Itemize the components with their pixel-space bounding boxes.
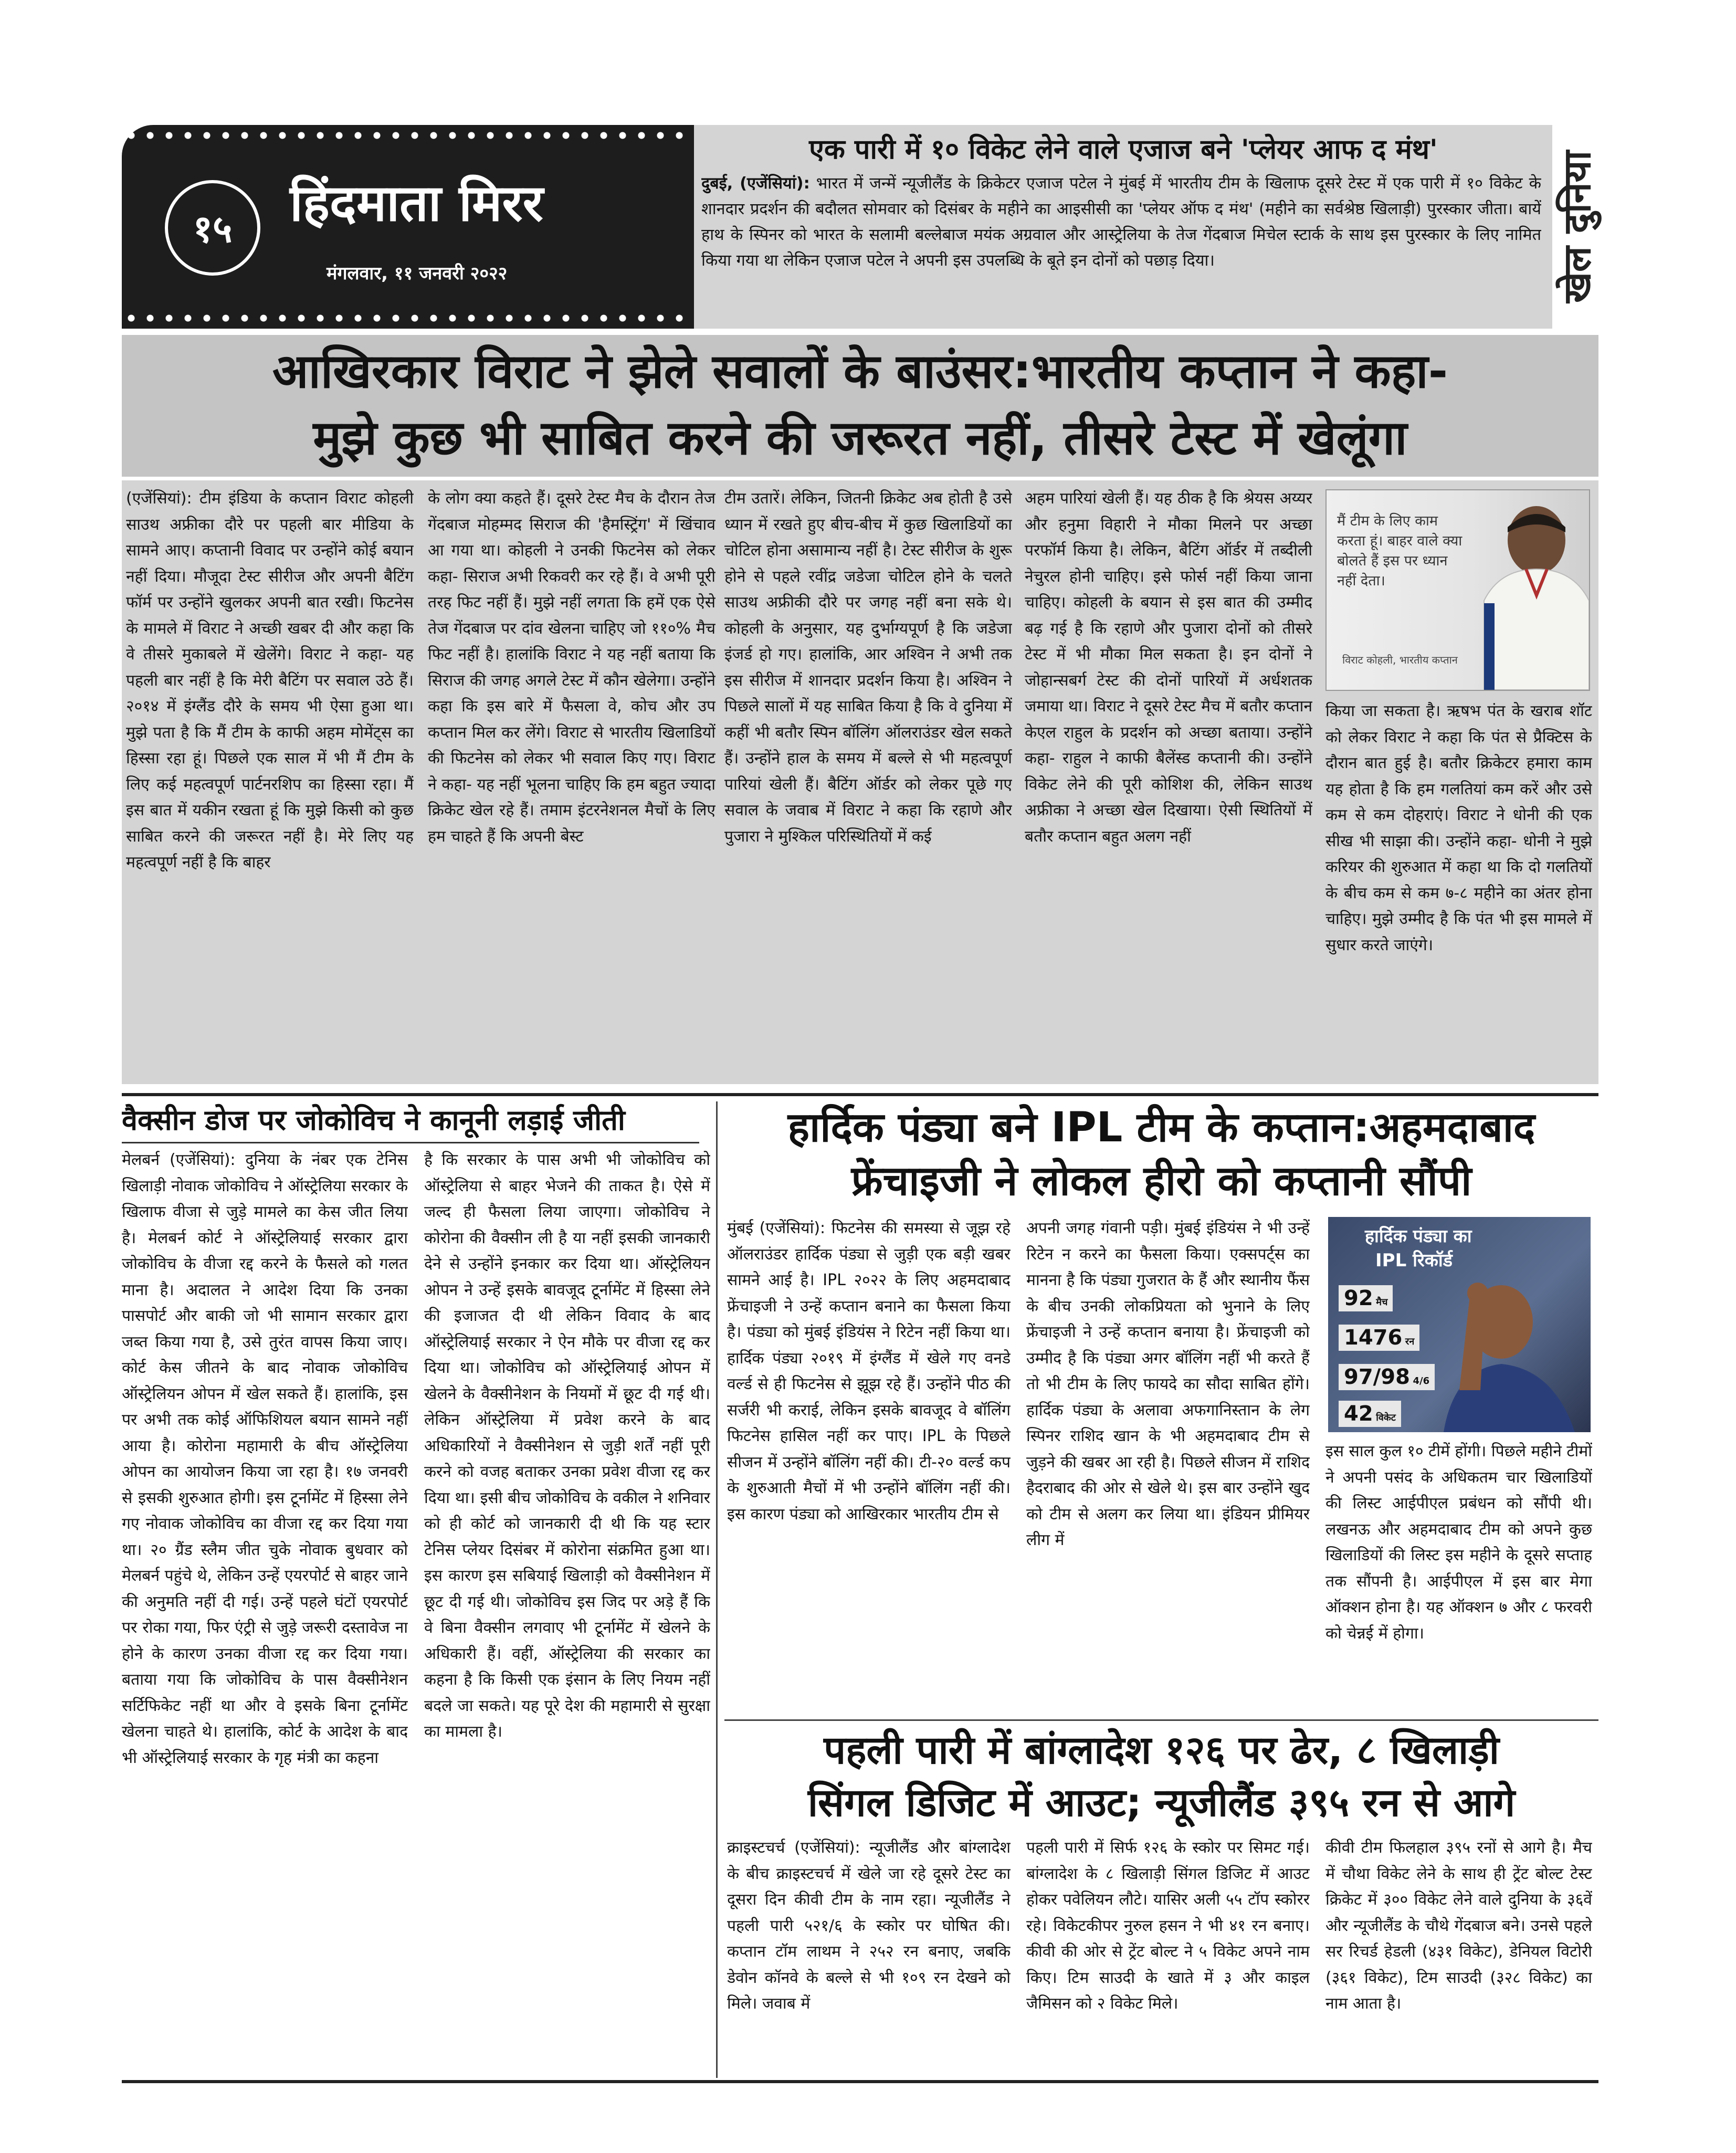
- hardik-col-3: इस साल कुल १० टीमें होंगी। पिछले महीने टीमों ने अपनी पसंद के अधिकतम चार खिलाडियों की लिस्ट आईपीएल प्रबंधन को सौंपी थी। लखनऊ और अहमदाबाद टीम को अपने कुछ खिलाडियों की लिस्ट इस महीने के दूसरे सप्ताह तक सौंपनी है। आईपीएल में इस बार मेगा ऑक्शन होना है। यह ऑक्शन ७ और ८ फरवरी को चेन्नई में होगा।: [1325, 1442, 1592, 1643]
- column-rule-vertical: [716, 1101, 718, 2078]
- hardik-headline-line1: हार्दिक पंड्या बने IPL टीम के कप्तान:अहमदाबाद: [787, 1104, 1535, 1151]
- top-story-body: भारत में जन्में न्यूजीलैंड के क्रिकेटर एजाज पटेल ने मुंबई में भारतीय टीम के खिलाफ दूसरे टेस्ट में एक पारी में १० विकेट के शानदार प्रदर्शन की बदौलत सोमवार को दिसंबर के महीने का आइसीसी का 'प्लेयर ऑफ द मंथ' (महीने का सर्वश्रेष्ठ खिलाड़ी) पुरस्कार जीता। बायें हाथ के स्पिनर को भारत के सलामी बल्लेबाज मयंक अग्रवाल और आस्ट्रेलिया के तेज गेंदबाज मिचेल स्टार्क के साथ इस पुरस्कार के लिए नामित किया गया था लेकिन एजाज पटेल ने अपनी इस उपलब्धि के बूते इन दोनों को पछाड़ दिया।: [701, 174, 1541, 270]
- hardik-graphic-title-1: हार्दिक पंड्या का: [1365, 1226, 1472, 1247]
- masthead-dot-border-top: [122, 131, 694, 140]
- stat-row: [1339, 1401, 1401, 1427]
- section-label: खेल दुनिया: [1555, 150, 1600, 303]
- page-number: १५: [193, 207, 233, 251]
- hardik-ipl-record-graphic: [1328, 1217, 1591, 1432]
- bangladesh-headline-line1: पहली पारी में बांग्लादेश १२६ पर ढेर, ८ खिलाड़ी: [824, 1728, 1499, 1773]
- section-label-box: [1554, 125, 1598, 329]
- paper-name: हिंदमाता मिरर: [290, 174, 543, 233]
- kohli-col-5: किया जा सकता है। ऋषभ पंत के खराब शॉट को लेकर विराट ने कहा कि पंत से प्रैक्टिस के दौरान बात हुई है। बतौर क्रिकेटर हमारा काम यह होता है कि हम गलतियां कम करें और उसे कम से कम दोहराएं। विराट ने धोनी की एक सीख भी साझा की। उन्होंने कहा- धोनी ने मुझे करियर की शुरुआत में कहा था कि दो गलतियों के बीच कम से कम ७-८ महीने का अंतर होना चाहिए। मुझे उम्मीद है कि पंत भी इस मामले में सुधार करते जाएंगे।: [1325, 702, 1592, 954]
- issue-date: मंगलवार, ११ जनवरी २०२२: [327, 263, 508, 284]
- top-story-byline: दुबई, (एजेंसियां):: [701, 174, 810, 193]
- stat-label: रन: [1405, 1336, 1415, 1347]
- section-divider-2: [724, 1719, 1598, 1721]
- masthead-dot-border-bottom: [122, 314, 694, 322]
- kohli-col-1: (एजेंसियां): टीम इंडिया के कप्तान विराट कोहली साउथ अफ्रीका दौरे पर पहली बार मीडिया के सामने आए। कप्तानी विवाद पर उन्होंने कोई बयान नहीं दिया। मौजूदा टेस्ट सीरीज और अपनी बैटिंग फॉर्म पर उन्होंने खुलकर अपनी बात रखी। फिटनेस के मामले में विराट ने अच्छी खबर दी और कहा कि वे तीसरे मुकाबले में खेलेंगे। विराट ने कहा- यह पहली बार नहीं है कि मेरी बैटिंग पर सवाल उठे हैं। २०१४ में इंग्लैंड दौरे के समय भी ऐसा हुआ था। मुझे पता है कि मैं टीम के काफी अहम मोमेंट्स का हिस्सा रहा हूं। पिछले एक साल में भी मैं टीम के लिए कई महत्वपूर्ण पार्टनरशिप का हिस्सा रहा। मैं इस बात में यकीन रखता हूं कि मुझे किसी को कुछ साबित करने की जरूरत नहीं है। मेरे लिए यह महत्वपूर्ण नहीं है कि बाहर: [126, 489, 414, 871]
- djokovic-col-2: है कि सरकार के पास अभी भी जोकोविच को ऑस्ट्रेलिया से बाहर भेजने की ताकत है। ऐसे में जल्द ही फैसला लिया जाएगा। जोकोविच ने कोरोना की वैक्सीन ली है या नहीं इसकी जानकारी देने से उन्होंने इनकार कर दिया था। ऑस्ट्रेलियन ओपन ने उन्हें इसके बावजूद टूर्नामेंट में हिस्सा लेने की इजाजत दी थी लेकिन विवाद के बाद ऑस्ट्रेलियाई सरकार ने ऐन मौके पर वीजा रद्द कर दिया था। जोकोविच को ऑस्ट्रेलियाई ओपन में खेलने के वैक्सीनेशन के नियमों में छूट दी गई थी। लेकिन ऑस्ट्रेलिया में प्रवेश करने के बाद अधिकारियों ने वैक्सीनेशन से जुड़ी शर्तें नहीं पूरी करने को वजह बताकर उनका प्रवेश वीजा रद्द कर दिया था। इसी बीच जोकोविच के वकील ने शनिवार को ही कोर्ट को जानकारी दी थी कि यह स्टार टेनिस प्लेयर दिसंबर में कोरोना संक्रमित हुआ था। इस कारण इस सबियाई खिलाड़ी को वैक्सीनेशन में छूट दी गई थी। जोकोविच इस जिद पर अड़े हैं कि वे बिना वैक्सीन लगवाए भी टूर्नामेंट में खेलने के अधिकारी हैं। वहीं, ऑस्ट्रेलिया की सरकार का कहना है कि किसी एक इंसान के लिए नियम नहीं बदले जा सकते। यह पूरे देश की महामारी से सुरक्षा का मामला है।: [424, 1151, 710, 1741]
- page-bottom-rule: [122, 2080, 1598, 2083]
- kohli-photo: [1325, 489, 1590, 691]
- page-number-circle: [165, 180, 260, 276]
- top-story-headline: एक पारी में १० विकेट लेने वाले एजाज बने 'प्लेयर आफ द मंथ': [809, 134, 1438, 165]
- top-story-body-wrap: [701, 171, 1541, 328]
- kohli-photo-credit: विराट कोहली, भारतीय कप्तान: [1342, 654, 1458, 666]
- djokovic-col-1: मेलबर्न (एजेंसियां): दुनिया के नंबर एक टेनिस खिलाड़ी नोवाक जोकोविच ने ऑस्ट्रेलिया सरकार के खिलाफ वीजा से जुड़े मामले का केस जीत लिया है। मेलबर्न कोर्ट ने ऑस्ट्रेलियाई सरकार द्वारा जोकोविच के वीजा रद्द करने के फैसले को गलत माना है। अदालत ने आदेश दिया कि उनका पासपोर्ट और बाकी जो भी सामान सरकार द्वारा जब्त किया गया है, उसे तुरंत वापस किया जाए। कोर्ट केस जीतने के बाद नोवाक जोकोविच ऑस्ट्रेलियन ओपन में खेल सकते हैं। हालांकि, इस पर अभी तक कोई ऑफिशियल बयान सामने नहीं आया है। कोरोना महामारी के बीच ऑस्ट्रेलिया ओपन का आयोजन किया जा रहा है। १७ जनवरी से इसकी शुरुआत होगी। इस टूर्नामेंट में हिस्सा लेने गए नोवाक जोकोविच का वीजा रद्द कर दिया गया था। २० ग्रैंड स्लैम जीत चुके नोवाक बुधवार को मेलबर्न पहुंचे थे, लेकिन उन्हें एयरपोर्ट से बाहर जाने की अनुमति नहीं दी गई। उन्हें पहले घंटों एयरपोर्ट पर रोका गया, फिर एंट्री से जुड़े जरूरी दस्तावेज ना होने के कारण उनका वीजा रद्द कर दिया गया। बताया गया कि जोकोविच के पास वैक्सीनेशन सर्टिफिकेट नहीं था और वे इसके बिना टूर्नामेंट खेलना चाहते थे। हालांकि, कोर्ट के आदेश के बाद भी ऑस्ट्रेलियाई सरकार के गृह मंत्री का कहना: [122, 1151, 408, 1767]
- djokovic-headline: वैक्सीन डोज पर जोकोविच ने कानूनी लड़ाई जीती: [122, 1104, 625, 1137]
- bangladesh-col-1: क्राइस्टचर्च (एजेंसियां): न्यूजीलैंड और बांग्लादेश के बीच क्राइस्टचर्च में खेले जा रहे दूसरे टेस्ट का दूसरा दिन कीवी टीम के नाम रहा। न्यूजीलैंड ने पहली पारी ५२१/६ के स्कोर पर घोषित की। कप्तान टॉम लाथम ने २५२ रन बनाए, जबकि डेवोन कॉनवे के बल्ले से भी १०९ रन देखने को मिले। जवाब में: [727, 1839, 1011, 2013]
- kohli-col-4: अहम पारियां खेली हैं। यह ठीक है कि श्रेयस अय्यर और हनुमा विहारी ने मौका मिलने पर अच्छा परफॉर्म किया है। लेकिन, बैटिंग ऑर्डर में तब्दीली नेचुरल होनी चाहिए। इसे फोर्स नहीं किया जाना चाहिए। कोहली के बयान से इस बात की उम्मीद बढ़ गई है कि रहाणे और पुजारा दोनों को तीसरे टेस्ट में भी मौका मिल सकता है। इन दोनों ने जोहान्सबर्ग टेस्ट की दोनों पारियों में अर्धशतक जमाया था। विराट ने दूसरे टेस्ट मैच में बतौर कप्तान केएल राहुल के प्रदर्शन को अच्छा बताया। उन्होंने कहा- राहुल ने काफी बैलेंस्ड कप्तानी की। उन्होंने विकेट लेने की पूरी कोशिश की, लेकिन साउथ अफ्रीका ने अच्छा खेल दिखाया। ऐसी स्थितियों में बतौर कप्तान बहुत अलग नहीं: [1025, 489, 1312, 846]
- kohli-headline-line2: मुझे कुछ भी साबित करने की जरूरत नहीं, तीसरे टेस्ट में खेलूंगा: [313, 411, 1407, 466]
- stat-row: [1339, 1285, 1393, 1311]
- kohli-col-2: के लोग क्या कहते हैं। दूसरे टेस्ट मैच के दौरान तेज गेंदबाज मोहम्मद सिराज की 'हैमस्ट्रिंग' में खिंचाव आ गया था। कोहली ने उनकी फिटनेस को लेकर कहा- सिराज अभी रिकवरी कर रहे हैं। वे अभी पूरी तरह फिट नहीं हैं। मुझे नहीं लगता कि हमें एक ऐसे तेज गेंदबाज पर दांव खेलना चाहिए जो ११०% मैच फिट नहीं है। हालांकि विराट ने यह नहीं बताया कि सिराज की जगह अगले टेस्ट में कौन खेलेगा। उन्होंने कहा कि इस बारे में फैसला वे, कोच और उप कप्तान मिल कर लेंगे। विराट से भारतीय खिलाडियों की फिटनेस को लेकर भी सवाल किए गए। विराट ने कहा- यह नहीं भूलना चाहिए कि हम बहुत ज्यादा क्रिकेट खेल रहे हैं। तमाम इंटरनेशनल मैचों के लिए हम चाहते हैं कि अपनी बेस्ट: [428, 489, 716, 846]
- bangladesh-headline-line2: सिंगल डिजिट में आउट; न्यूजीलैंड ३९५ रन से आगे: [807, 1780, 1516, 1825]
- masthead: [122, 125, 694, 329]
- hardik-col-1: मुंबई (एजेंसियां): फिटनेस की समस्या से जूझ रहे ऑलराउंडर हार्दिक पंड्या से जुड़ी एक बड़ी खबर सामने आई है। IPL २०२२ के लिए अहमदाबाद फ्रेंचाइजी ने उन्हें कप्तान बनाने का फैसला किया है। पंड्या को मुंबई इंडियंस ने रिटेन नहीं किया था। हार्दिक पंड्या २०१९ में इंग्लैंड में खेले गए वनडे वर्ल्ड से ही फिटनेस से झूझ रहे हैं। उन्होंने पीठ की सर्जरी भी कराई, लेकिन इसके बावजूद वे बॉलिंग फिटनेस हासिल नहीं कर पाए। IPL के पिछले सीजन में उन्होंने बॉलिंग नहीं की। टी-२० वर्ल्ड कप के शुरुआती मैचों में भी उन्होंने बॉलिंग नहीं की। इस कारण पंड्या को आखिरकार भारतीय टीम से: [727, 1219, 1011, 1524]
- kohli-headline-line1: आखिरकार विराट ने झेले सवालों के बाउंसर:भारतीय कप्तान ने कहा-: [272, 344, 1448, 399]
- djokovic-headline-rule: [122, 1142, 699, 1143]
- stat-value: 97/98: [1344, 1365, 1410, 1389]
- bangladesh-col-3: कीवी टीम फिलहाल ३९५ रनों से आगे है। मैच में चौथा विकेट लेने के साथ ही ट्रेंट बोल्ट टेस्ट क्रिकेट में ३०० विकेट लेने वाले दुनिया के ३६वें और न्यूजीलैंड के चौथे गेंदबाज बने। उनसे पहले सर रिचर्ड हेडली (४३१ विकेट), डेनियल विटोरी (३६१ विकेट), टिम साउदी (३२८ विकेट) का नाम आता है।: [1325, 1839, 1592, 2013]
- stat-row: [1339, 1364, 1435, 1390]
- stat-value: 42: [1344, 1402, 1373, 1426]
- stat-label: मैच: [1376, 1297, 1388, 1308]
- stat-label: विकेट: [1376, 1412, 1396, 1423]
- kohli-col-3: टीम उतारें। लेकिन, जितनी क्रिकेट अब होती है उसे ध्यान में रखते हुए बीच-बीच में कुछ खिलाडियों का चोटिल होना असामान्य नहीं है। टेस्ट सीरीज के शुरू होने से पहले रवींद्र जडेजा चोटिल होने के चलते साउथ अफ्रीकी दौरे पर जगह नहीं बना सके थे। कोहली के अनुसार, यह दुर्भाग्यपूर्ण है कि जडेजा इंजर्ड हो गए। हालांकि, आर अश्विन ने अभी तक इस सीरीज में शानदार प्रदर्शन किया है। अश्विन ने पिछले सालों में यह साबित किया है कि वे दुनिया में कहीं भी बतौर स्पिन बॉलिंग ऑलराउंडर खेल सकते हैं। उन्होंने हाल के समय में बल्ले से भी महत्वपूर्ण पारियां खेली हैं। बैटिंग ऑर्डर को लेकर पूछे गए सवाल के जवाब में विराट ने कहा कि रहाणे और पुजारा ने मुश्किल परिस्थितियों में कई: [724, 489, 1012, 846]
- hardik-col-2: अपनी जगह गंवानी पड़ी। मुंबई इंडियंस ने भी उन्हें रिटेन न करने का फैसला किया। एक्सपर्ट्स का मानना है कि पंड्या गुजरात के हैं और स्थानीय फैंस के बीच उनकी लोकप्रियता को भुनाने के लिए फ्रेंचाइजी ने उन्हें कप्तान बनाया है। फ्रेंचाइजी को उम्मीद है कि पंड्या अगर बॉलिंग नहीं भी करते हैं तो भी टीम के लिए फायदे का सौदा साबित होंगे। हार्दिक पंड्या के अलावा अफगानिस्तान के लेग स्पिनर राशिद खान के भी अहमदाबाद टीम से जुड़ने की खबर आ रही है। पिछले सीजन में राशिद हैदराबाद की ओर से खेले थे। इस बार उन्होंने खुद को टीम से अलग कर लिया था। इंडियन प्रीमियर लीग में: [1026, 1219, 1310, 1549]
- bangladesh-col-2: पहली पारी में सिर्फ १२६ के स्कोर पर सिमट गई। बांग्लादेश के ८ खिलाड़ी सिंगल डिजिट में आउट होकर पवेलियन लौटे। यासिर अली ५५ टॉप स्कोरर रहे। विकेटकीपर नुरुल हसन ने भी ४१ रन बनाए। कीवी की ओर से ट्रेंट बोल्ट ने ५ विकेट अपने नाम किए। टिम साउदी के खाते में ३ और काइल जैमिसन को २ विकेट मिले।: [1026, 1839, 1310, 2013]
- hardik-graphic-title-2: IPL रिकॉर्ड: [1375, 1250, 1453, 1271]
- stat-value: 1476: [1344, 1326, 1403, 1350]
- hardik-headline-line2: फ्रेंचाइजी ने लोकल हीरो को कप्तानी सौंपी: [851, 1158, 1472, 1205]
- section-divider-1: [122, 1093, 1598, 1096]
- stat-label: 4/6: [1413, 1375, 1430, 1387]
- kohli-photo-caption: मैं टीम के लिए काम करता हूं। बाहर वाले क्या बोलते हैं इस पर ध्यान नहीं देता।: [1337, 513, 1463, 589]
- stat-value: 92: [1344, 1286, 1373, 1310]
- stat-row: [1339, 1325, 1419, 1351]
